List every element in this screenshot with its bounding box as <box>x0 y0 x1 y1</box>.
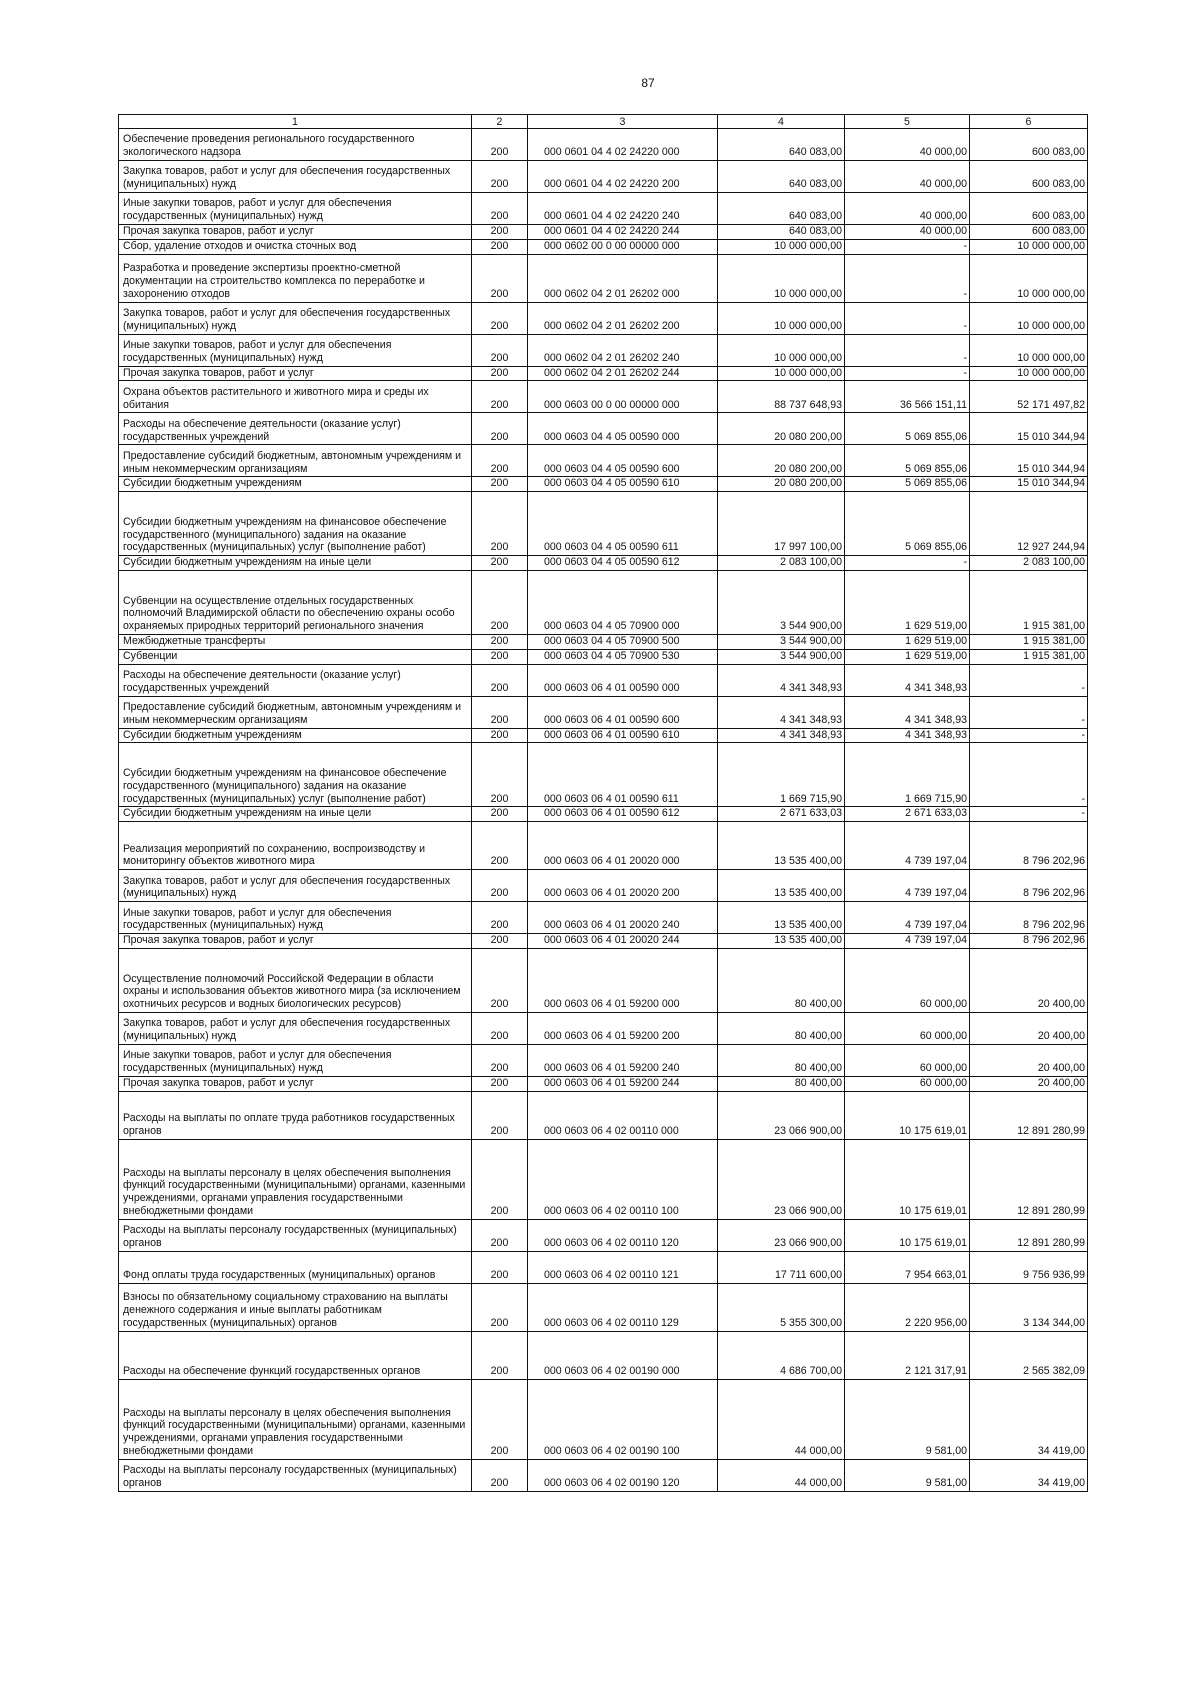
row-unexecuted-cell: 10 000 000,00 <box>970 239 1088 254</box>
row-kbk-cell: 000 0603 06 4 01 00590 000 <box>528 664 718 696</box>
row-approved-cell: 10 000 000,00 <box>718 366 845 381</box>
row-executed-cell: 5 069 855,06 <box>845 477 970 492</box>
row-approved-cell: 640 083,00 <box>718 129 845 161</box>
row-name-cell: Разработка и проведение экспертизы проектно-сметной документации на строительство комплекса по переработке и захоронению отходов <box>119 254 472 302</box>
row-approved-cell: 20 080 200,00 <box>718 445 845 477</box>
table-row <box>119 934 1088 949</box>
row-code-cell: 200 <box>472 743 528 807</box>
row-executed-cell: - <box>845 334 970 366</box>
row-code-cell: 200 <box>472 1251 528 1283</box>
row-name-cell: Расходы на выплаты по оплате труда работников государственных органов <box>119 1091 472 1139</box>
row-name-cell: Закупка товаров, работ и услуг для обеспечения государственных (муниципальных) нужд <box>119 302 472 334</box>
row-approved-cell: 10 000 000,00 <box>718 302 845 334</box>
row-approved-cell: 20 080 200,00 <box>718 413 845 445</box>
table-row <box>119 1331 1088 1379</box>
row-kbk-cell: 000 0603 06 4 02 00110 000 <box>528 1091 718 1139</box>
row-executed-cell: 5 069 855,06 <box>845 413 970 445</box>
row-kbk-cell: 000 0603 04 4 05 70900 500 <box>528 634 718 649</box>
row-name-cell: Субсидии бюджетным учреждениям <box>119 477 472 492</box>
row-approved-cell: 44 000,00 <box>718 1379 845 1459</box>
row-kbk-cell: 000 0603 04 4 05 00590 611 <box>528 492 718 556</box>
row-kbk-cell: 000 0603 06 4 01 00590 610 <box>528 728 718 743</box>
row-kbk-cell: 000 0603 06 4 01 20020 240 <box>528 902 718 934</box>
row-executed-cell: 4 341 348,93 <box>845 728 970 743</box>
column-header-2: 2 <box>472 115 528 129</box>
row-name-cell: Субсидии бюджетным учреждениям на иные цели <box>119 807 472 822</box>
row-kbk-cell: 000 0603 04 4 05 00590 000 <box>528 413 718 445</box>
row-code-cell: 200 <box>472 634 528 649</box>
row-name-cell: Расходы на обеспечение деятельности (оказание услуг) государственных учреждений <box>119 413 472 445</box>
row-unexecuted-cell: 20 400,00 <box>970 1076 1088 1091</box>
row-code-cell: 200 <box>472 334 528 366</box>
row-name-cell: Расходы на выплаты персоналу в целях обеспечения выполнения функций государственными (муниципальными) органами, казенными учреждениями, органами управления государственными внебюджетными фондами <box>119 1139 472 1219</box>
row-code-cell: 200 <box>472 1219 528 1251</box>
row-executed-cell: 5 069 855,06 <box>845 492 970 556</box>
row-name-cell: Осуществление полномочий Российской Федерации в области охраны и использования объектов животного мира (за исключением охотничьих ресурсов и водных биологических ресурсов) <box>119 948 472 1012</box>
row-executed-cell: - <box>845 302 970 334</box>
row-unexecuted-cell: 2 565 382,09 <box>970 1331 1088 1379</box>
row-name-cell: Субвенции на осуществление отдельных государственных полномочий Владимирской области по обеспечению охраны особо охраняемых природных территорий регионального значения <box>119 570 472 634</box>
row-name-cell: Расходы на выплаты персоналу государственных (муниципальных) органов <box>119 1459 472 1491</box>
row-unexecuted-cell: 12 891 280,99 <box>970 1139 1088 1219</box>
row-code-cell: 200 <box>472 302 528 334</box>
row-unexecuted-cell: 2 083 100,00 <box>970 556 1088 571</box>
row-approved-cell: 23 066 900,00 <box>718 1091 845 1139</box>
row-approved-cell: 10 000 000,00 <box>718 334 845 366</box>
row-name-cell: Закупка товаров, работ и услуг для обеспечения государственных (муниципальных) нужд <box>119 161 472 193</box>
row-unexecuted-cell: - <box>970 743 1088 807</box>
row-executed-cell: 1 629 519,00 <box>845 634 970 649</box>
row-unexecuted-cell: 8 796 202,96 <box>970 870 1088 902</box>
row-unexecuted-cell: 34 419,00 <box>970 1379 1088 1459</box>
table-row <box>119 807 1088 822</box>
row-name-cell: Межбюджетные трансферты <box>119 634 472 649</box>
row-kbk-cell: 000 0603 06 4 02 00190 000 <box>528 1331 718 1379</box>
row-unexecuted-cell: 600 083,00 <box>970 161 1088 193</box>
row-executed-cell: 60 000,00 <box>845 1044 970 1076</box>
row-name-cell: Закупка товаров, работ и услуг для обеспечения государственных (муниципальных) нужд <box>119 1012 472 1044</box>
row-approved-cell: 80 400,00 <box>718 948 845 1012</box>
row-kbk-cell: 000 0603 06 4 01 00590 612 <box>528 807 718 822</box>
row-code-cell: 200 <box>472 649 528 664</box>
row-executed-cell: - <box>845 366 970 381</box>
row-code-cell: 200 <box>472 161 528 193</box>
table-row <box>119 1219 1088 1251</box>
row-unexecuted-cell: - <box>970 807 1088 822</box>
row-approved-cell: 23 066 900,00 <box>718 1219 845 1251</box>
row-kbk-cell: 000 0603 04 4 05 70900 000 <box>528 570 718 634</box>
row-approved-cell: 2 671 633,03 <box>718 807 845 822</box>
row-executed-cell: 10 175 619,01 <box>845 1219 970 1251</box>
column-header-1: 1 <box>119 115 472 129</box>
row-code-cell: 200 <box>472 948 528 1012</box>
row-kbk-cell: 000 0603 00 0 00 00000 000 <box>528 381 718 413</box>
row-code-cell: 200 <box>472 1091 528 1139</box>
row-name-cell: Прочая закупка товаров, работ и услуг <box>119 1076 472 1091</box>
table-row <box>119 728 1088 743</box>
row-unexecuted-cell: 34 419,00 <box>970 1459 1088 1491</box>
table-row <box>119 743 1088 807</box>
row-unexecuted-cell: 52 171 497,82 <box>970 381 1088 413</box>
row-code-cell: 200 <box>472 1379 528 1459</box>
row-kbk-cell: 000 0601 04 4 02 24220 000 <box>528 129 718 161</box>
row-kbk-cell: 000 0601 04 4 02 24220 240 <box>528 193 718 225</box>
row-executed-cell: 60 000,00 <box>845 948 970 1012</box>
row-approved-cell: 23 066 900,00 <box>718 1139 845 1219</box>
column-header-6: 6 <box>970 115 1088 129</box>
row-approved-cell: 640 083,00 <box>718 193 845 225</box>
table-row <box>119 556 1088 571</box>
row-approved-cell: 640 083,00 <box>718 225 845 240</box>
row-code-cell: 200 <box>472 570 528 634</box>
table-row <box>119 1251 1088 1283</box>
table-row <box>119 445 1088 477</box>
row-unexecuted-cell: 15 010 344,94 <box>970 413 1088 445</box>
row-name-cell: Фонд оплаты труда государственных (муниципальных) органов <box>119 1251 472 1283</box>
row-code-cell: 200 <box>472 254 528 302</box>
table-row <box>119 477 1088 492</box>
row-kbk-cell: 000 0603 06 4 01 20020 200 <box>528 870 718 902</box>
table-row <box>119 225 1088 240</box>
row-approved-cell: 13 535 400,00 <box>718 902 845 934</box>
row-kbk-cell: 000 0602 04 2 01 26202 000 <box>528 254 718 302</box>
row-kbk-cell: 000 0602 04 2 01 26202 240 <box>528 334 718 366</box>
row-name-cell: Иные закупки товаров, работ и услуг для обеспечения государственных (муниципальных) нужд <box>119 1044 472 1076</box>
row-executed-cell: 40 000,00 <box>845 161 970 193</box>
row-unexecuted-cell: 8 796 202,96 <box>970 902 1088 934</box>
row-approved-cell: 44 000,00 <box>718 1459 845 1491</box>
row-kbk-cell: 000 0603 04 4 05 70900 530 <box>528 649 718 664</box>
row-unexecuted-cell: 600 083,00 <box>970 225 1088 240</box>
row-name-cell: Прочая закупка товаров, работ и услуг <box>119 225 472 240</box>
row-code-cell: 200 <box>472 492 528 556</box>
table-row <box>119 381 1088 413</box>
row-name-cell: Субвенции <box>119 649 472 664</box>
row-approved-cell: 13 535 400,00 <box>718 870 845 902</box>
row-approved-cell: 13 535 400,00 <box>718 934 845 949</box>
row-code-cell: 200 <box>472 696 528 728</box>
row-executed-cell: 2 220 956,00 <box>845 1283 970 1331</box>
row-code-cell: 200 <box>472 381 528 413</box>
table-row <box>119 870 1088 902</box>
row-executed-cell: 2 121 317,91 <box>845 1331 970 1379</box>
row-executed-cell: 2 671 633,03 <box>845 807 970 822</box>
row-unexecuted-cell: 20 400,00 <box>970 1044 1088 1076</box>
row-executed-cell: 4 341 348,93 <box>845 696 970 728</box>
row-executed-cell: 36 566 151,11 <box>845 381 970 413</box>
row-executed-cell: 4 739 197,04 <box>845 822 970 870</box>
table-row <box>119 696 1088 728</box>
row-executed-cell: 7 954 663,01 <box>845 1251 970 1283</box>
table-row <box>119 948 1088 1012</box>
row-unexecuted-cell: 20 400,00 <box>970 1012 1088 1044</box>
column-header-4: 4 <box>718 115 845 129</box>
row-code-cell: 200 <box>472 902 528 934</box>
row-kbk-cell: 000 0602 04 2 01 26202 244 <box>528 366 718 381</box>
row-code-cell: 200 <box>472 807 528 822</box>
row-approved-cell: 5 355 300,00 <box>718 1283 845 1331</box>
row-approved-cell: 20 080 200,00 <box>718 477 845 492</box>
table-row <box>119 1459 1088 1491</box>
row-approved-cell: 1 669 715,90 <box>718 743 845 807</box>
row-kbk-cell: 000 0602 00 0 00 00000 000 <box>528 239 718 254</box>
row-name-cell: Иные закупки товаров, работ и услуг для обеспечения государственных (муниципальных) нужд <box>119 193 472 225</box>
row-unexecuted-cell: 10 000 000,00 <box>970 334 1088 366</box>
row-unexecuted-cell: 12 891 280,99 <box>970 1219 1088 1251</box>
row-approved-cell: 80 400,00 <box>718 1076 845 1091</box>
row-name-cell: Расходы на обеспечение деятельности (оказание услуг) государственных учреждений <box>119 664 472 696</box>
table-row <box>119 129 1088 161</box>
row-executed-cell: 10 175 619,01 <box>845 1091 970 1139</box>
row-unexecuted-cell: 8 796 202,96 <box>970 934 1088 949</box>
table-row <box>119 1283 1088 1331</box>
row-name-cell: Сбор, удаление отходов и очистка сточных вод <box>119 239 472 254</box>
row-approved-cell: 17 711 600,00 <box>718 1251 845 1283</box>
row-approved-cell: 17 997 100,00 <box>718 492 845 556</box>
table-row <box>119 193 1088 225</box>
row-name-cell: Предоставление субсидий бюджетным, автономным учреждениям и иным некоммерческим организациям <box>119 445 472 477</box>
row-unexecuted-cell: 8 796 202,96 <box>970 822 1088 870</box>
table-row <box>119 1044 1088 1076</box>
row-name-cell: Субсидии бюджетным учреждениям на финансовое обеспечение государственного (муниципального) задания на оказание государственных (муниципальных) услуг (выполнение работ) <box>119 743 472 807</box>
row-unexecuted-cell: 12 927 244,94 <box>970 492 1088 556</box>
row-executed-cell: 1 629 519,00 <box>845 649 970 664</box>
row-name-cell: Иные закупки товаров, работ и услуг для обеспечения государственных (муниципальных) нужд <box>119 902 472 934</box>
table-row <box>119 239 1088 254</box>
row-code-cell: 200 <box>472 1044 528 1076</box>
row-executed-cell: 40 000,00 <box>845 193 970 225</box>
row-kbk-cell: 000 0603 06 4 01 59200 240 <box>528 1044 718 1076</box>
row-approved-cell: 80 400,00 <box>718 1044 845 1076</box>
table-row <box>119 161 1088 193</box>
row-code-cell: 200 <box>472 366 528 381</box>
row-unexecuted-cell: 600 083,00 <box>970 193 1088 225</box>
row-unexecuted-cell: 15 010 344,94 <box>970 445 1088 477</box>
table-row <box>119 254 1088 302</box>
row-kbk-cell: 000 0603 06 4 01 59200 000 <box>528 948 718 1012</box>
row-kbk-cell: 000 0603 06 4 02 00190 100 <box>528 1379 718 1459</box>
table-row <box>119 334 1088 366</box>
row-executed-cell: 4 739 197,04 <box>845 934 970 949</box>
row-kbk-cell: 000 0603 06 4 01 59200 244 <box>528 1076 718 1091</box>
column-header-5: 5 <box>845 115 970 129</box>
row-code-cell: 200 <box>472 934 528 949</box>
row-unexecuted-cell: 10 000 000,00 <box>970 302 1088 334</box>
row-executed-cell: 4 341 348,93 <box>845 664 970 696</box>
row-executed-cell: - <box>845 239 970 254</box>
row-executed-cell: - <box>845 556 970 571</box>
row-unexecuted-cell: 1 915 381,00 <box>970 649 1088 664</box>
row-approved-cell: 3 544 900,00 <box>718 649 845 664</box>
table-row <box>119 1012 1088 1044</box>
row-unexecuted-cell: - <box>970 664 1088 696</box>
row-unexecuted-cell: 20 400,00 <box>970 948 1088 1012</box>
row-code-cell: 200 <box>472 413 528 445</box>
table-row <box>119 1139 1088 1219</box>
row-approved-cell: 4 341 348,93 <box>718 728 845 743</box>
row-executed-cell: 1 669 715,90 <box>845 743 970 807</box>
row-executed-cell: - <box>845 254 970 302</box>
row-executed-cell: 60 000,00 <box>845 1076 970 1091</box>
row-name-cell: Субсидии бюджетным учреждениям <box>119 728 472 743</box>
row-approved-cell: 10 000 000,00 <box>718 239 845 254</box>
row-name-cell: Прочая закупка товаров, работ и услуг <box>119 366 472 381</box>
row-kbk-cell: 000 0603 06 4 01 20020 244 <box>528 934 718 949</box>
row-code-cell: 200 <box>472 1283 528 1331</box>
row-code-cell: 200 <box>472 664 528 696</box>
table-row <box>119 1091 1088 1139</box>
row-executed-cell: 1 629 519,00 <box>845 570 970 634</box>
row-approved-cell: 10 000 000,00 <box>718 254 845 302</box>
row-approved-cell: 4 341 348,93 <box>718 696 845 728</box>
table-body <box>119 115 1088 1492</box>
row-executed-cell: 40 000,00 <box>845 225 970 240</box>
row-unexecuted-cell: 3 134 344,00 <box>970 1283 1088 1331</box>
table-row <box>119 664 1088 696</box>
row-name-cell: Расходы на обеспечение функций государственных органов <box>119 1331 472 1379</box>
row-name-cell: Закупка товаров, работ и услуг для обеспечения государственных (муниципальных) нужд <box>119 870 472 902</box>
row-name-cell: Обеспечение проведения регионального государственного экологического надзора <box>119 129 472 161</box>
row-kbk-cell: 000 0603 06 4 02 00110 120 <box>528 1219 718 1251</box>
row-kbk-cell: 000 0603 04 4 05 00590 612 <box>528 556 718 571</box>
row-executed-cell: 40 000,00 <box>845 129 970 161</box>
row-approved-cell: 13 535 400,00 <box>718 822 845 870</box>
row-code-cell: 200 <box>472 225 528 240</box>
row-kbk-cell: 000 0603 06 4 02 00110 100 <box>528 1139 718 1219</box>
row-approved-cell: 640 083,00 <box>718 161 845 193</box>
table-row <box>119 413 1088 445</box>
column-number-header-row <box>119 115 1088 129</box>
row-approved-cell: 80 400,00 <box>718 1012 845 1044</box>
row-approved-cell: 88 737 648,93 <box>718 381 845 413</box>
table-row <box>119 902 1088 934</box>
row-approved-cell: 3 544 900,00 <box>718 570 845 634</box>
row-name-cell: Предоставление субсидий бюджетным, автономным учреждениям и иным некоммерческим организациям <box>119 696 472 728</box>
row-unexecuted-cell: 1 915 381,00 <box>970 570 1088 634</box>
row-executed-cell: 5 069 855,06 <box>845 445 970 477</box>
table-row <box>119 1076 1088 1091</box>
row-code-cell: 200 <box>472 728 528 743</box>
row-name-cell: Расходы на выплаты персоналу государственных (муниципальных) органов <box>119 1219 472 1251</box>
table-row <box>119 366 1088 381</box>
row-executed-cell: 9 581,00 <box>845 1459 970 1491</box>
row-kbk-cell: 000 0603 06 4 01 00590 600 <box>528 696 718 728</box>
table-row <box>119 649 1088 664</box>
row-unexecuted-cell: 12 891 280,99 <box>970 1091 1088 1139</box>
row-name-cell: Субсидии бюджетным учреждениям на финансовое обеспечение государственного (муниципального) задания на оказание государственных (муниципальных) услуг (выполнение работ) <box>119 492 472 556</box>
row-approved-cell: 4 686 700,00 <box>718 1331 845 1379</box>
row-unexecuted-cell: 1 915 381,00 <box>970 634 1088 649</box>
table-row <box>119 302 1088 334</box>
row-name-cell: Прочая закупка товаров, работ и услуг <box>119 934 472 949</box>
row-kbk-cell: 000 0603 06 4 02 00190 120 <box>528 1459 718 1491</box>
row-code-cell: 200 <box>472 129 528 161</box>
row-approved-cell: 3 544 900,00 <box>718 634 845 649</box>
table-row <box>119 822 1088 870</box>
row-code-cell: 200 <box>472 1012 528 1044</box>
row-code-cell: 200 <box>472 1076 528 1091</box>
row-executed-cell: 4 739 197,04 <box>845 870 970 902</box>
row-kbk-cell: 000 0603 04 4 05 00590 610 <box>528 477 718 492</box>
row-kbk-cell: 000 0601 04 4 02 24220 200 <box>528 161 718 193</box>
table-row <box>119 570 1088 634</box>
row-approved-cell: 4 341 348,93 <box>718 664 845 696</box>
row-unexecuted-cell: 9 756 936,99 <box>970 1251 1088 1283</box>
row-kbk-cell: 000 0602 04 2 01 26202 200 <box>528 302 718 334</box>
table-row <box>119 1379 1088 1459</box>
row-unexecuted-cell: - <box>970 728 1088 743</box>
row-approved-cell: 2 083 100,00 <box>718 556 845 571</box>
row-code-cell: 200 <box>472 193 528 225</box>
row-kbk-cell: 000 0603 06 4 01 59200 200 <box>528 1012 718 1044</box>
budget-execution-table <box>118 114 1088 1492</box>
row-name-cell: Реализация мероприятий по сохранению, воспроизводству и мониторингу объектов животного мира <box>119 822 472 870</box>
row-code-cell: 200 <box>472 822 528 870</box>
column-header-3: 3 <box>528 115 718 129</box>
row-code-cell: 200 <box>472 1331 528 1379</box>
row-code-cell: 200 <box>472 1459 528 1491</box>
row-kbk-cell: 000 0601 04 4 02 24220 244 <box>528 225 718 240</box>
row-name-cell: Субсидии бюджетным учреждениям на иные цели <box>119 556 472 571</box>
row-executed-cell: 10 175 619,01 <box>845 1139 970 1219</box>
row-code-cell: 200 <box>472 870 528 902</box>
row-code-cell: 200 <box>472 1139 528 1219</box>
row-code-cell: 200 <box>472 556 528 571</box>
row-code-cell: 200 <box>472 445 528 477</box>
row-code-cell: 200 <box>472 477 528 492</box>
row-kbk-cell: 000 0603 04 4 05 00590 600 <box>528 445 718 477</box>
row-name-cell: Расходы на выплаты персоналу в целях обеспечения выполнения функций государственными (муниципальными) органами, казенными учреждениями, органами управления государственными внебюджетными фондами <box>119 1379 472 1459</box>
row-name-cell: Охрана объектов растительного и животного мира и среды их обитания <box>119 381 472 413</box>
row-unexecuted-cell: 10 000 000,00 <box>970 254 1088 302</box>
row-unexecuted-cell: - <box>970 696 1088 728</box>
row-name-cell: Взносы по обязательному социальному страхованию на выплаты денежного содержания и иные выплаты работникам государственных (муниципальных) органов <box>119 1283 472 1331</box>
page-number: 87 <box>641 76 655 90</box>
row-unexecuted-cell: 10 000 000,00 <box>970 366 1088 381</box>
row-kbk-cell: 000 0603 06 4 02 00110 129 <box>528 1283 718 1331</box>
row-unexecuted-cell: 15 010 344,94 <box>970 477 1088 492</box>
row-kbk-cell: 000 0603 06 4 02 00110 121 <box>528 1251 718 1283</box>
table-row <box>119 492 1088 556</box>
row-executed-cell: 4 739 197,04 <box>845 902 970 934</box>
row-unexecuted-cell: 600 083,00 <box>970 129 1088 161</box>
row-kbk-cell: 000 0603 06 4 01 00590 611 <box>528 743 718 807</box>
row-executed-cell: 60 000,00 <box>845 1012 970 1044</box>
row-code-cell: 200 <box>472 239 528 254</box>
row-executed-cell: 9 581,00 <box>845 1379 970 1459</box>
row-name-cell: Иные закупки товаров, работ и услуг для обеспечения государственных (муниципальных) нужд <box>119 334 472 366</box>
row-kbk-cell: 000 0603 06 4 01 20020 000 <box>528 822 718 870</box>
table-row <box>119 634 1088 649</box>
